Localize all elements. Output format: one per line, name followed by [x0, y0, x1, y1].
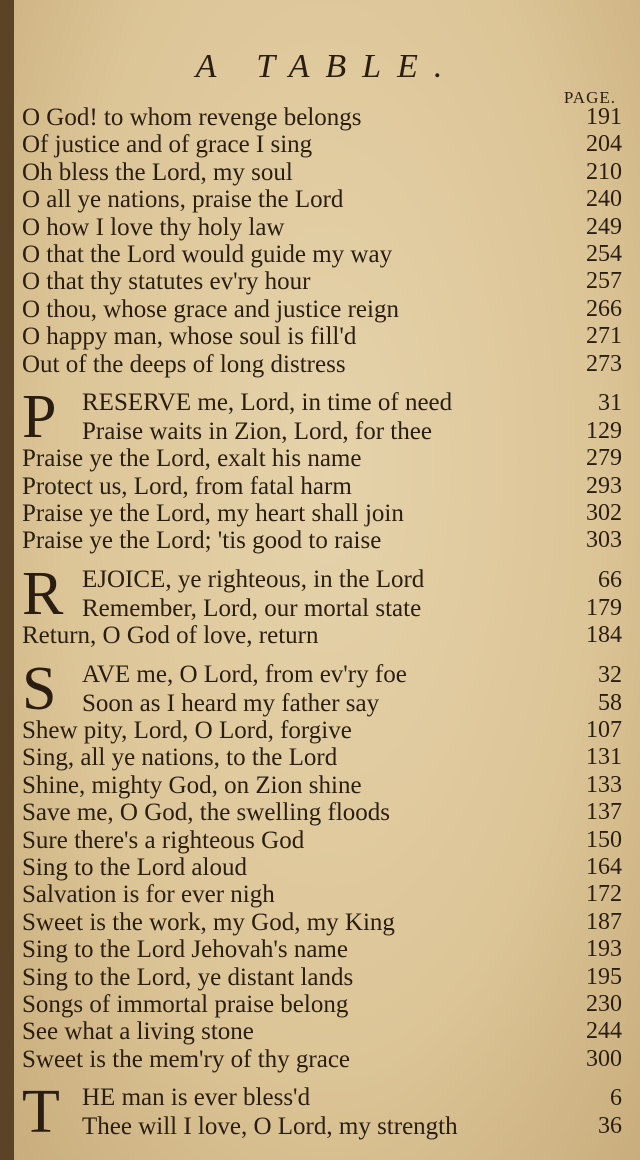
index-entry: [22, 799, 622, 826]
entry-first-line: Salvation is for ever nigh: [22, 881, 275, 909]
entry-page-number: 6: [610, 1085, 622, 1112]
drop-cap-letter: T: [22, 1078, 60, 1147]
entry-page-number: 204: [586, 131, 622, 158]
entry-page-number: 150: [586, 826, 622, 853]
entry-first-line: Praise ye the Lord, exalt his name: [22, 445, 362, 473]
entry-first-line: Praise ye the Lord; 'tis good to raise: [22, 527, 382, 555]
entry-page-number: 266: [586, 295, 622, 322]
entry-page-number: 240: [586, 186, 622, 213]
entry-page-number: 271: [586, 323, 622, 350]
entry-first-line: See what a living stone: [22, 1018, 254, 1046]
index-entry: [22, 131, 622, 158]
index-entry: [22, 186, 622, 213]
entry-first-line: Sweet is the mem'ry of thy grace: [22, 1045, 351, 1073]
entry-page-number: 257: [586, 268, 622, 295]
index-entry: [22, 351, 622, 378]
entry-page-number: 184: [586, 622, 622, 649]
entry-page-number: 137: [586, 799, 622, 826]
entry-page-number: 193: [586, 936, 622, 963]
entry-page-number: 293: [586, 472, 622, 499]
entry-first-line: O how I love thy holy law: [22, 213, 285, 241]
entry-first-line: Out of the deeps of long distress: [22, 350, 346, 378]
index-entry: [22, 1113, 622, 1140]
page-column-label: PAGE.: [563, 88, 616, 107]
index-entry: [22, 690, 622, 717]
entry-first-line: O happy man, whose soul is fill'd: [22, 323, 357, 351]
entry-page-number: 187: [586, 908, 622, 935]
entry-first-line: Sing to the Lord Jehovah's name: [22, 936, 348, 964]
entry-first-line: Sing, all ye nations, to the Lord: [22, 744, 338, 772]
entry-first-line: Return, O God of love, return: [22, 622, 319, 650]
index-entry: [22, 159, 622, 186]
index-entry: [22, 744, 622, 771]
section-gap: [22, 1073, 622, 1083]
entry-first-line: Save me, O God, the swelling floods: [22, 799, 391, 827]
index-entry: [22, 418, 622, 445]
entry-first-line: RESERVE me, Lord, in time of need: [82, 388, 453, 416]
entry-first-line: Sure there's a righteous God: [22, 826, 305, 854]
entry-page-number: 179: [586, 594, 622, 621]
section-gap: [22, 555, 622, 565]
entry-first-line: O that thy statutes ev'ry hour: [22, 268, 311, 296]
index-entry: [22, 964, 622, 991]
entry-page-number: 31: [598, 389, 622, 416]
entry-first-line: Sing to the Lord aloud: [22, 853, 247, 881]
index-entry: [22, 1046, 622, 1073]
entry-first-line: Shew pity, Lord, O Lord, forgive: [22, 717, 352, 745]
entry-first-line: Praise waits in Zion, Lord, for thee: [82, 417, 432, 445]
section-gap: [22, 650, 622, 660]
entry-page-number: 129: [586, 417, 622, 444]
index-entry: [22, 214, 622, 241]
entry-page-number: 32: [598, 661, 622, 688]
drop-cap-letter: S: [22, 654, 57, 723]
index-entry: [22, 772, 622, 799]
index-entry: [22, 909, 622, 936]
page-title: A TABLE.: [195, 48, 459, 85]
entry-first-line: EJOICE, ye righteous, in the Lord: [82, 565, 425, 593]
entry-page-number: 300: [586, 1045, 622, 1072]
entry-page-number: 191: [586, 104, 622, 130]
entry-first-line: Protect us, Lord, from fatal harm: [22, 472, 352, 500]
index-entry: [22, 936, 622, 963]
entry-page-number: 230: [586, 990, 622, 1017]
entry-first-line: O that the Lord would guide my way: [22, 240, 393, 268]
index-entry: [22, 500, 622, 527]
index-entry: [22, 717, 622, 744]
entry-page-number: 249: [586, 213, 622, 240]
entry-page-number: 172: [586, 881, 622, 908]
entry-page-number: 254: [586, 240, 622, 267]
entry-first-line: Praise ye the Lord, my heart shall join: [22, 500, 404, 528]
index-entry: [22, 991, 622, 1018]
drop-cap-letter: P: [22, 382, 57, 451]
index-entry: [22, 104, 622, 131]
entry-first-line: AVE me, O Lord, from ev'ry foe: [82, 660, 407, 688]
entry-page-number: 58: [598, 689, 622, 716]
entry-page-number: 303: [586, 527, 622, 554]
entry-first-line: Shine, mighty God, on Zion shine: [22, 771, 362, 799]
index-entry: [22, 854, 622, 881]
index-entry: [22, 241, 622, 268]
entry-first-line: Oh bless the Lord, my soul: [22, 158, 293, 186]
index-entry: [22, 595, 622, 622]
index-entry: [22, 527, 622, 554]
index-entry: [22, 881, 622, 908]
index-entry: [22, 1018, 622, 1045]
entry-page-number: 279: [586, 445, 622, 472]
entry-page-number: 133: [586, 771, 622, 798]
entry-page-number: 195: [586, 963, 622, 990]
entry-page-number: 66: [598, 566, 622, 593]
index-entry: [22, 827, 622, 854]
index-entry: [22, 296, 622, 323]
entry-first-line: O thou, whose grace and justice reign: [22, 295, 399, 323]
index-entry: [22, 323, 622, 350]
entry-first-line: O God! to whom revenge belongs: [22, 104, 362, 131]
index-entry: [22, 473, 622, 500]
index-entry: [22, 622, 622, 649]
entry-first-line: HE man is ever bless'd: [82, 1084, 311, 1112]
entry-first-line: Thee will I love, O Lord, my strength: [82, 1113, 458, 1141]
entry-first-line: Sweet is the work, my God, my King: [22, 908, 395, 936]
index-list: [22, 104, 622, 1147]
section-gap: [22, 378, 622, 388]
entry-page-number: 131: [586, 744, 622, 771]
entry-page-number: 302: [586, 500, 622, 527]
entry-page-number: 273: [586, 350, 622, 377]
index-entry: [22, 445, 622, 472]
entry-page-number: 244: [586, 1018, 622, 1045]
entry-first-line: Sing to the Lord, ye distant lands: [22, 963, 354, 991]
entry-first-line: Remember, Lord, our mortal state: [82, 594, 422, 622]
drop-cap-letter: R: [22, 559, 64, 628]
entry-page-number: 164: [586, 853, 622, 880]
entry-first-line: Soon as I heard my father say: [82, 689, 380, 717]
entry-page-number: 36: [598, 1113, 622, 1140]
entry-first-line: O all ye nations, praise the Lord: [22, 186, 344, 214]
entry-first-line: Songs of immortal praise belong: [22, 990, 349, 1018]
entry-page-number: 107: [586, 717, 622, 744]
index-entry: [22, 268, 622, 295]
entry-page-number: 210: [586, 158, 622, 185]
entry-first-line: Of justice and of grace I sing: [22, 131, 313, 159]
